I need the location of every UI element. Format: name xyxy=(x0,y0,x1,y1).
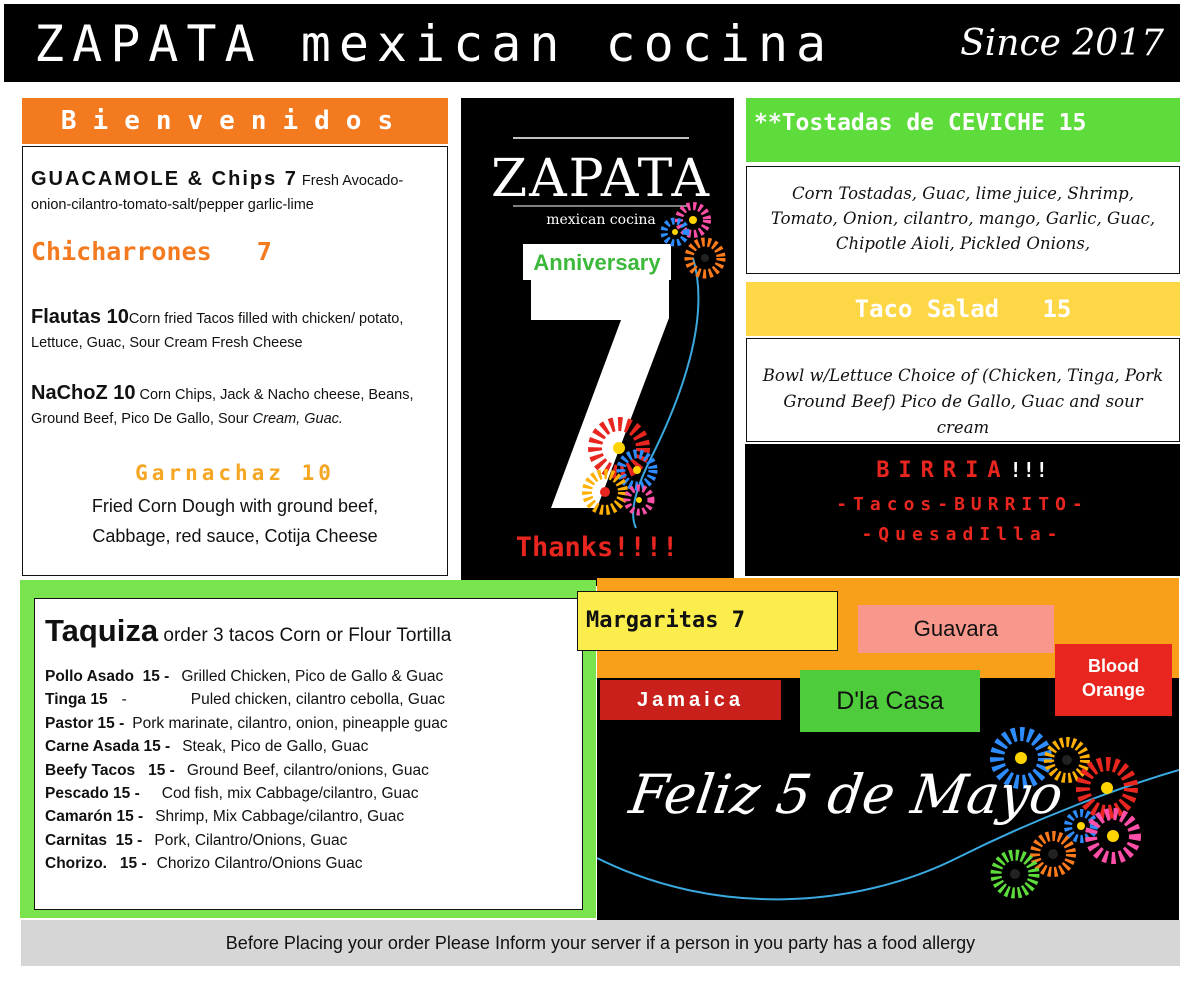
nachoz-desc: Corn Chips, Jack & Nacho cheese, Beans, Ground Beef, Pico De Gallo, Sour xyxy=(31,387,414,427)
taco-desc: Ground Beef, cilantro/onions, Guac xyxy=(186,761,429,779)
taco-desc: Pork marinate, cilantro, onion, pineapple guac xyxy=(132,714,448,732)
feliz-mayo-text: Feliz 5 de Mayo xyxy=(625,763,1067,826)
taco-name: Beefy Tacos 15 - xyxy=(45,761,175,779)
list-item xyxy=(45,852,575,875)
birria-line2: -Tacos-BURRITO- xyxy=(836,494,1089,515)
taco-name: Chorizo. 15 - xyxy=(45,855,147,873)
bienvenidos-title: Bienvenidos xyxy=(22,98,448,144)
taco-name: Carnitas 15 - xyxy=(45,831,143,849)
taco-name: Pastor 15 - xyxy=(45,714,125,732)
blood-orange-line1: Blood xyxy=(1088,656,1139,676)
taco-desc: Chorizo Cilantro/Onions Guac xyxy=(156,855,363,873)
taquiza-box xyxy=(34,598,583,910)
garnachaz-desc-line2: Cabbage, red sauce, Cotija Cheese xyxy=(92,526,378,546)
garnachaz-name: Garnachaz 10 xyxy=(135,461,335,485)
taco-desc: Shrimp, Mix Cabbage/cilantro, Guac xyxy=(155,808,405,826)
ceviche-title: **Tostadas de CEVICHE 15 xyxy=(746,98,1180,162)
taquiza-title: Taquiza xyxy=(45,613,159,648)
list-item xyxy=(45,829,575,852)
list-item xyxy=(45,782,575,805)
taco-desc: Pork, Cilantro/Onions, Guac xyxy=(154,831,348,849)
blood-orange-line2: Orange xyxy=(1081,680,1146,700)
list-item xyxy=(45,688,575,711)
taco-desc: Grilled Chicken, Pico de Gallo & Guac xyxy=(181,668,444,685)
taco-name: Pescado 15 - xyxy=(45,784,140,802)
taquiza-subtitle: order 3 tacos Corn or Flour Tortilla xyxy=(158,625,452,646)
birria-title-line xyxy=(745,458,1180,483)
poster-brand: ZAPATA xyxy=(491,149,711,209)
taquiza-panel xyxy=(20,580,596,918)
birria-line3: -QuesadIlla- xyxy=(861,524,1064,545)
since-text: Since 2017 xyxy=(960,23,1164,64)
list-item xyxy=(45,665,575,688)
flautas-desc: Corn fried Tacos filled with chicken/ potato, Lettuce, Guac, Sour Cream Fresh Cheese xyxy=(31,311,404,351)
taco-desc: Steak, Pico de Gallo, Guac xyxy=(182,738,369,756)
nachoz-item xyxy=(31,381,441,431)
garnachaz-desc xyxy=(23,491,447,551)
anniversary-text: Anniversary xyxy=(533,250,661,275)
margaritas-label: Margaritas 7 xyxy=(577,591,838,651)
taco-name: Carne Asada 15 - xyxy=(45,738,171,756)
poster-subtitle: mexican cocina xyxy=(546,212,656,228)
guacamole-item xyxy=(31,167,441,217)
guavara-label: Guavara xyxy=(858,605,1054,653)
anniversary-poster xyxy=(461,98,734,586)
taco-name: Tinga 15 xyxy=(45,691,108,709)
jamaica-label: Jamaica xyxy=(600,680,781,720)
taquiza-list xyxy=(45,665,575,876)
taco-name: Camarón 15 - xyxy=(45,808,144,826)
flautas-name: Flautas 10 xyxy=(31,306,129,328)
chicharrones-item: Chicharrones 7 xyxy=(31,237,272,266)
thanks-text: Thanks!!!! xyxy=(515,532,679,563)
taco-salad-title: Taco Salad 15 xyxy=(746,282,1180,336)
ceviche-desc: Corn Tostadas, Guac, lime juice, Shrimp, Tomato, Onion, cilantro, mango, Garlic, Guac, Chipotle Aioli, Pickled Onions, xyxy=(746,166,1180,274)
blood-orange-label xyxy=(1055,644,1172,716)
poster-graphic xyxy=(461,98,734,586)
allergy-notice: Before Placing your order Please Inform your server if a person in you party has a food allergy xyxy=(21,920,1180,966)
nachoz-name: NaChoZ 10 xyxy=(31,382,136,404)
flautas-item xyxy=(31,305,441,355)
taquiza-heading xyxy=(45,613,451,649)
guacamole-desc: Fresh Avocado-onion-cilantro-tomato-salt/pepper garlic-lime xyxy=(31,173,404,213)
nachoz-desc-italic: Cream, Guac. xyxy=(252,411,343,427)
brand-title: ZAPATA mexican cocina xyxy=(34,15,835,73)
birria-title: BIRRIA xyxy=(876,458,1010,483)
bienvenidos-box xyxy=(22,146,448,576)
header-bar xyxy=(4,4,1180,82)
birria-exclaim: !!! xyxy=(1009,458,1049,482)
taco-desc: Puled chicken, cilantro cebolla, Guac xyxy=(190,691,445,709)
list-item xyxy=(45,805,575,828)
taco-name: Pollo Asado 15 - xyxy=(45,668,170,685)
list-item xyxy=(45,712,575,735)
birria-box xyxy=(745,444,1180,576)
taco-desc: Cod fish, mix Cabbage/cilantro, Guac xyxy=(161,784,419,802)
flower-cluster-top xyxy=(664,206,721,274)
guacamole-name: GUACAMOLE & Chips 7 xyxy=(31,168,298,190)
list-item xyxy=(45,735,575,758)
taco-salad-desc: Bowl w/Lettuce Choice of (Chicken, Tinga, Pork Ground Beef) Pico de Gallo, Guac and sour cream xyxy=(746,338,1180,442)
taco-dash: - xyxy=(121,691,127,709)
garnachaz-desc-line1: Fried Corn Dough with ground beef, xyxy=(91,496,379,516)
list-item xyxy=(45,759,575,782)
dla-casa-label: D'la Casa xyxy=(800,670,980,732)
